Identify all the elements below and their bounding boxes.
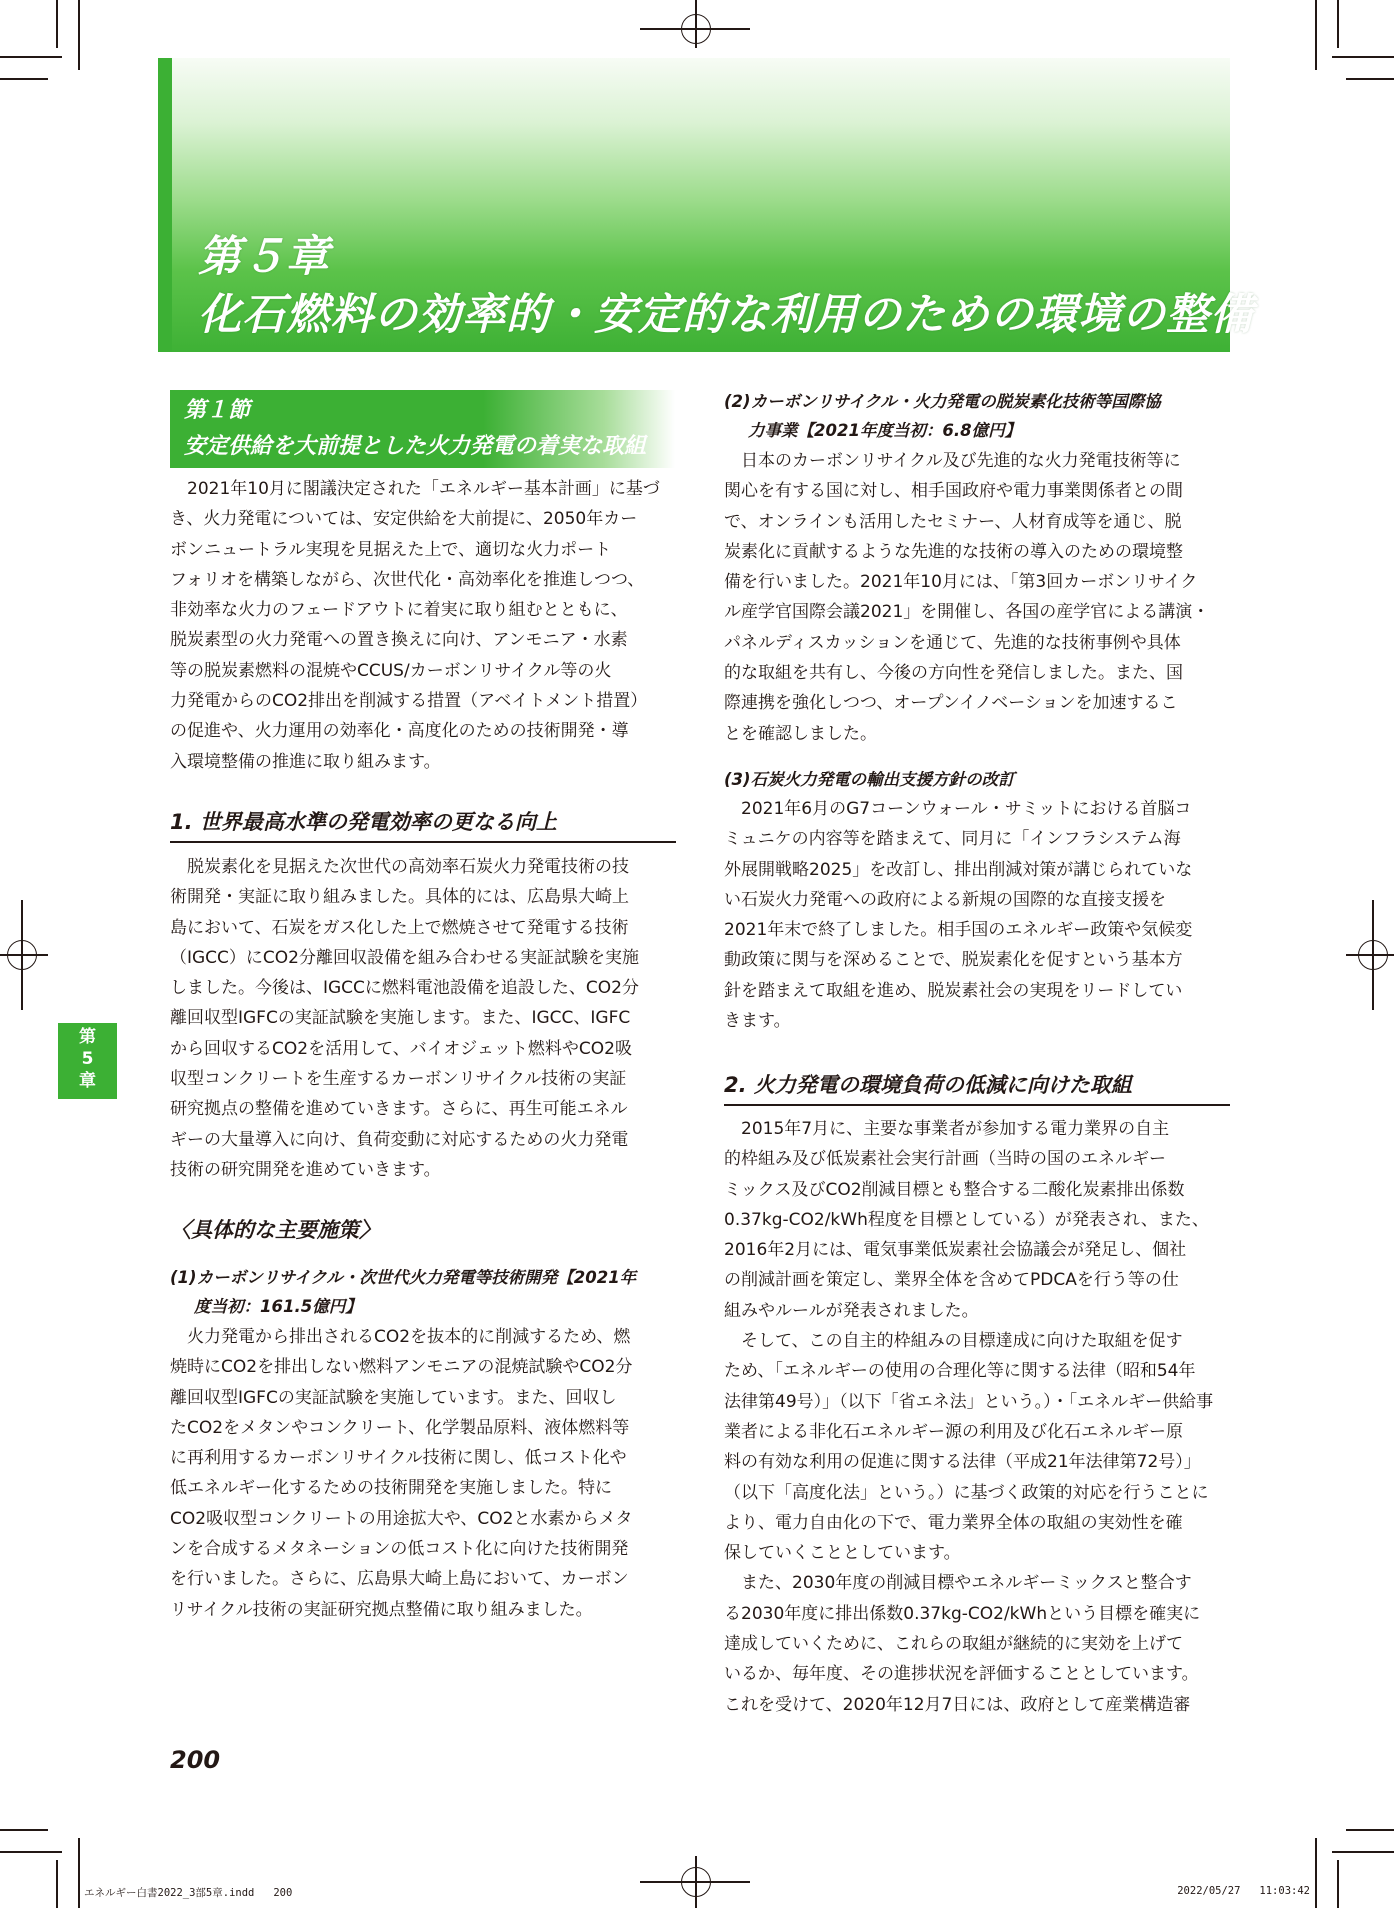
text-line: 組みやルールが発表されました。 [724, 1300, 979, 1321]
text-line: ミックス及びCO2削減目標とも整合する二酸化炭素排出係数 [724, 1179, 1185, 1200]
text-line: ため、「エネルギーの使用の合理化等に関する法律（昭和54年 [724, 1361, 1196, 1382]
text-line: 業者による非化石エネルギー源の利用及び化石エネルギー原 [724, 1421, 1183, 1442]
text-line: 保していくこととしています。 [724, 1543, 961, 1564]
text-line: 術開発・実証に取り組みました。具体的には、広島県大崎上 [170, 887, 629, 908]
text-line: 動政策に関与を深めることで、脱炭素化を促すという基本方 [724, 950, 1183, 971]
text-line: たCO2をメタンやコンクリート、化学製品原料、液体燃料等 [170, 1417, 630, 1438]
text-line: 際連携を強化しつつ、オープンイノベーションを加速するこ [724, 693, 1178, 714]
heading-1: 2. 火力発電の環境負荷の低減に向けた取組 [724, 1070, 1230, 1106]
heading-2: 〈具体的な主要施策〉 [170, 1218, 380, 1242]
heading-3 [170, 1263, 680, 1321]
section-number: 第１節 [184, 398, 251, 423]
text-line: 低エネルギー化するための技術開発を実施しました。特に [170, 1478, 612, 1499]
text-line: 日本のカーボンリサイクル及び先進的な火力発電技術等に [741, 451, 1181, 471]
crop-mark [0, 1829, 48, 1831]
text-line: 2021年末で終了しました。相手国のエネルギー政策や気候変 [724, 920, 1193, 941]
text-line: 料の有効な利用の促進に関する法律（平成21年法律第72号）」 [724, 1452, 1201, 1473]
text-line: 脱炭素化を見据えた次世代の高効率石炭火力発電技術の技 [187, 857, 629, 877]
heading-1: 1. 世界最高水準の発電効率の更なる向上 [170, 807, 676, 843]
text-line: 脱炭素型の火力発電への置き換えに向け、アンモニア・水素 [170, 630, 628, 651]
page-number: 200 [170, 1746, 221, 1774]
text-line: に再利用するカーボンリサイクル技術に関し、低コスト化や [170, 1448, 627, 1469]
text-line: を行いました。さらに、広島県大崎上島において、カーボン [170, 1569, 629, 1590]
text-line: ボンニュートラル実現を見据えた上で、適切な火力ポート [170, 539, 612, 560]
footer-file-info: エネルギー白書2022_3部5章.indd 200 [84, 1887, 293, 1899]
crop-mark [0, 78, 48, 80]
text-line: そして、この自主的枠組みの目標達成に向けた取組を促す [741, 1331, 1183, 1352]
text-line: 離回収型IGFCの実証試験を実施しています。また、回収し [170, 1387, 617, 1408]
footer-timestamp: 2022/05/27 11:03:42 [1177, 1885, 1310, 1897]
crop-mark [1315, 0, 1317, 70]
heading-3: (3)石炭火力発電の輸出支援方針の改訂 [724, 770, 1015, 789]
text-line: しました。今後は、IGCCに燃料電池設備を追設した、CO2分 [170, 978, 639, 999]
text-line: ル産学官国際会議2021」を開催し、各国の産学官による講演・ [724, 602, 1210, 623]
crop-mark [56, 0, 58, 48]
text-line: 焼時にCO2を排出しない燃料アンモニアの混焼試験やCO2分 [170, 1357, 633, 1378]
text-line: 収型コンクリートを生産するカーボンリサイクル技術の実証 [170, 1069, 627, 1090]
registration-mark [1358, 940, 1388, 970]
text-line: ンを合成するメタネーションの低コスト化に向けた技術開発 [170, 1539, 629, 1560]
text-line: とを確認しました。 [724, 723, 877, 744]
paragraph [724, 794, 1231, 1036]
text-line: 2016年2月には、電気事業低炭素社会協議会が発足し、個社 [724, 1240, 1187, 1261]
registration-mark [681, 14, 711, 44]
text-line: ギーの大量導入に向け、負荷変動に対応するための火力発電 [170, 1129, 629, 1150]
text-line: パネルディスカッションを通じて、先進的な技術事例や具体 [724, 632, 1181, 653]
crop-mark [1315, 1838, 1317, 1908]
text-line: いるか、毎年度、その進捗状況を評価することとしています。 [724, 1664, 1199, 1685]
text-line: の促進や、火力運用の効率化・高度化のための技術開発・導 [170, 721, 629, 742]
text-line: （IGCC）にCO2分離回収設備を組み合わせる実証試験を実施 [170, 947, 639, 968]
side-tab-line: 第 [79, 1027, 96, 1047]
chapter-side-tab [58, 1023, 117, 1099]
text-line: （以下「高度化法」という。）に基づく政策的対応を行うことに [724, 1482, 1209, 1503]
text-line: き、火力発電については、安定供給を大前提に、2050年カー [170, 509, 638, 530]
paragraph [170, 1322, 678, 1625]
heading-3-line: 度当初：161.5億円】 [194, 1297, 362, 1316]
registration-mark [7, 940, 37, 970]
text-line: 2015年7月に、主要な事業者が参加する電力業界の自主 [741, 1119, 1170, 1139]
side-tab-line: 章 [79, 1071, 96, 1091]
crop-mark [78, 1838, 80, 1908]
crop-mark [56, 1860, 58, 1908]
text-line: きます。 [724, 1011, 791, 1032]
text-line: 的な取組を共有し、今後の方向性を発信しました。また、国 [724, 663, 1183, 684]
crop-mark [0, 1851, 62, 1853]
intro-paragraph [170, 474, 678, 777]
text-line: の削減計画を策定し、業界全体を含めてPDCAを行う等の仕 [724, 1270, 1179, 1291]
crop-mark [1337, 0, 1339, 48]
text-line: 針を踏まえて取組を進め、脱炭素社会の実現をリードしてい [724, 980, 1183, 1001]
text-line: 外展開戦略2025」を改訂し、排出削減対策が講じられていな [724, 859, 1193, 880]
text-line: 的枠組み及び低炭素社会実行計画（当時の国のエネルギー [724, 1149, 1166, 1170]
text-line: 力発電からのCO2排出を削減する措置（アベイトメント措置） [170, 691, 648, 712]
chapter-banner-bar [158, 58, 172, 352]
paragraph [724, 1114, 1231, 1720]
text-line: 火力発電から排出されるCO2を抜本的に削減するため、燃 [187, 1327, 631, 1347]
section-heading [184, 393, 646, 465]
text-line: 備を行いました。2021年10月には、「第3回カーボンリサイク [724, 572, 1198, 593]
crop-mark [1332, 56, 1394, 58]
text-line: 技術の研究開発を進めていきます。 [170, 1159, 441, 1180]
section-title: 安定供給を大前提とした火力発電の着実な取組 [184, 434, 647, 459]
text-line: る2030年度に排出係数0.37kg-CO2/kWhという目標を確実に [724, 1603, 1201, 1624]
crop-mark [0, 56, 62, 58]
text-line: 達成していくために、これらの取組が継続的に実効を上げて [724, 1634, 1183, 1655]
crop-mark [1346, 1829, 1394, 1831]
heading-3-line: (1)カーボンリサイクル・次世代火力発電等技術開発【2021年 [170, 1268, 637, 1287]
text-line: 島において、石炭をガス化した上で燃焼させて発電する技術 [170, 917, 629, 938]
heading-3-line: (2)カーボンリサイクル・火力発電の脱炭素化技術等国際協 [724, 392, 1161, 411]
text-line: リサイクル技術の実証研究拠点整備に取り組みました。 [170, 1599, 593, 1620]
paragraph [724, 446, 1231, 749]
text-line: 非効率な火力のフェードアウトに着実に取り組むとともに、 [170, 600, 628, 621]
chapter-title [198, 228, 1254, 344]
paragraph [170, 852, 678, 1185]
chapter-heading: 化石燃料の効率的・安定的な利用のための環境の整備 [198, 290, 1254, 340]
text-line: から回収するCO2を活用して、バイオジェット燃料やCO2吸 [170, 1038, 632, 1059]
text-line: これを受けて、2020年12月7日には、政府として産業構造審 [724, 1694, 1191, 1715]
crop-mark [1332, 1851, 1394, 1853]
side-tab-line: 5 [81, 1049, 94, 1069]
text-line: 法律第49号）」（以下「省エネ法」という。）・「エネルギー供給事 [724, 1391, 1214, 1412]
text-line: より、電力自由化の下で、電力業界全体の取組の実効性を確 [724, 1512, 1183, 1533]
heading-3 [724, 387, 1234, 445]
text-line: ミュニケの内容等を踏まえて、同月に「インフラシステム海 [724, 829, 1181, 850]
text-line: フォリオを構築しながら、次世代化・高効率化を推進しつつ、 [170, 569, 645, 590]
heading-3-line: 力事業【2021年度当初：6.8億円】 [748, 421, 1022, 440]
text-line: 離回収型IGFCの実証試験を実施します。また、IGCC、IGFC [170, 1008, 631, 1029]
text-line: 研究拠点の整備を進めていきます。さらに、再生可能エネル [170, 1099, 628, 1120]
text-line: で、オンラインも活用したセミナー、人材育成等を通じ、脱 [724, 511, 1182, 532]
text-line: 2021年6月のG7コーンウォール・サミットにおける首脳コ [741, 799, 1192, 819]
crop-mark [1346, 78, 1394, 80]
text-line: 等の脱炭素燃料の混焼やCCUS/カーボンリサイクル等の火 [170, 660, 612, 681]
text-line: 炭素化に貢献するような先進的な技術の導入のための環境整 [724, 541, 1183, 562]
text-line: CO2吸収型コンクリートの用途拡大や、CO2と水素からメタ [170, 1508, 633, 1529]
crop-mark [78, 0, 80, 70]
text-line: 0.37kg-CO2/kWh程度を目標としている）が発表され、また、 [724, 1209, 1209, 1230]
text-line: また、2030年度の削減目標やエネルギーミックスと整合す [741, 1573, 1192, 1594]
text-line: 入環境整備の推進に取り組みます。 [170, 751, 441, 772]
text-line: 2021年10月に閣議決定された「エネルギー基本計画」に基づ [187, 479, 660, 499]
text-line: い石炭火力発電への政府による新規の国際的な直接支援を [724, 889, 1166, 910]
chapter-number: 第５章 [198, 232, 330, 282]
registration-mark [681, 1867, 711, 1897]
text-line: 関心を有する国に対し、相手国政府や電力事業関係者との間 [724, 481, 1183, 502]
crop-mark [1337, 1860, 1339, 1908]
